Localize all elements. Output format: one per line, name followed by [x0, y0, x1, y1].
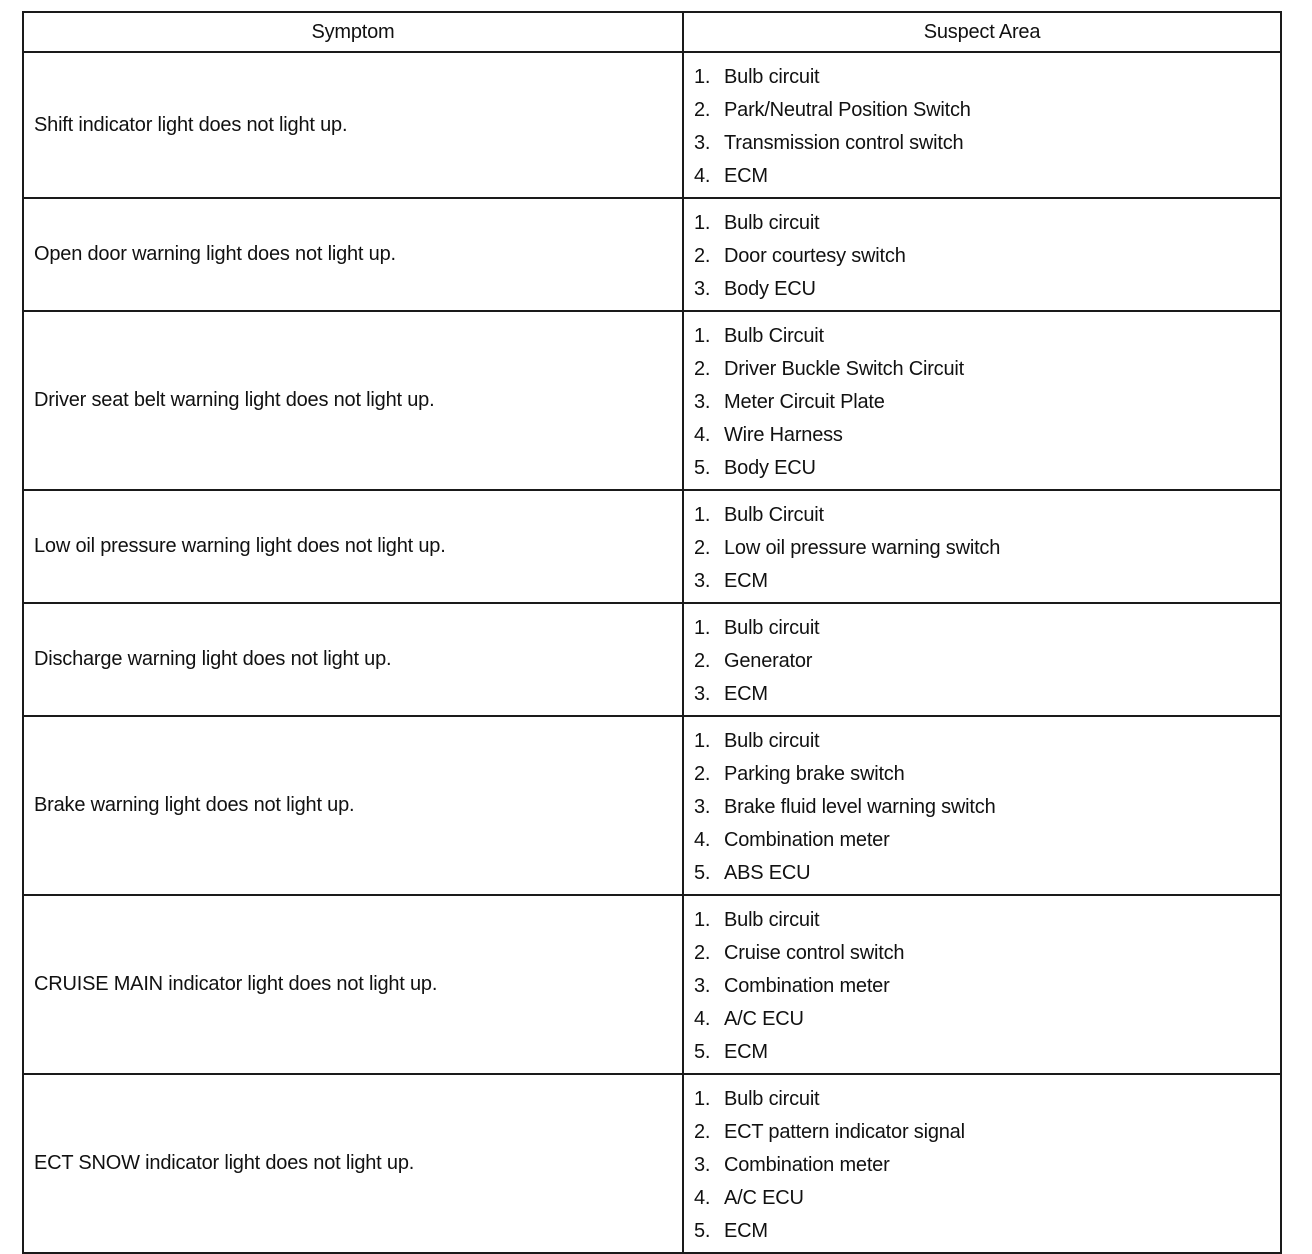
suspect-item-text: ABS ECU: [724, 862, 811, 884]
suspect-item: [694, 353, 1280, 386]
suspect-list: [694, 499, 1280, 598]
suspect-item: [694, 758, 1280, 791]
symptom-cell: CRUISE MAIN indicator light does not light up.: [23, 895, 683, 1074]
suspect-item-text: Bulb Circuit: [724, 325, 824, 347]
suspect-item-text: Combination meter: [724, 1154, 890, 1176]
suspect-item: [694, 160, 1280, 193]
suspect-item-number: 2.: [694, 650, 711, 672]
suspect-item: [694, 532, 1280, 565]
suspect-area-cell: [683, 311, 1281, 490]
suspect-item-text: Bulb circuit: [724, 212, 820, 234]
suspect-list: [694, 1083, 1280, 1248]
suspect-item: [694, 273, 1280, 306]
suspect-item-number: 1.: [694, 212, 711, 234]
suspect-item-number: 3.: [694, 975, 711, 997]
suspect-item: [694, 207, 1280, 240]
suspect-item-number: 1.: [694, 909, 711, 931]
suspect-item: [694, 1149, 1280, 1182]
suspect-item: [694, 904, 1280, 937]
suspect-area-cell: [683, 716, 1281, 895]
symptom-cell: Open door warning light does not light up.: [23, 198, 683, 311]
suspect-item-text: Body ECU: [724, 278, 816, 300]
suspect-item-number: 4.: [694, 1187, 711, 1209]
suspect-item-number: 3.: [694, 570, 711, 592]
suspect-item-text: Cruise control switch: [724, 942, 905, 964]
suspect-item-number: 2.: [694, 358, 711, 380]
table-row: [23, 52, 1281, 198]
suspect-area-cell: [683, 52, 1281, 198]
suspect-item-text: Park/Neutral Position Switch: [724, 99, 971, 121]
suspect-item: [694, 94, 1280, 127]
suspect-item: [694, 127, 1280, 160]
suspect-item-text: Low oil pressure warning switch: [724, 537, 1001, 559]
suspect-item-text: Driver Buckle Switch Circuit: [724, 358, 965, 380]
symptom-cell: Driver seat belt warning light does not light up.: [23, 311, 683, 490]
suspect-item-text: Wire Harness: [724, 424, 843, 446]
table-row: [23, 490, 1281, 603]
suspect-item: [694, 386, 1280, 419]
symptom-cell: Brake warning light does not light up.: [23, 716, 683, 895]
suspect-item-text: Generator: [724, 650, 813, 672]
suspect-item: [694, 970, 1280, 1003]
suspect-item: [694, 499, 1280, 532]
suspect-item-number: 3.: [694, 391, 711, 413]
suspect-item-number: 5.: [694, 457, 711, 479]
suspect-item: [694, 1116, 1280, 1149]
suspect-item-number: 5.: [694, 1220, 711, 1242]
suspect-item-text: Combination meter: [724, 829, 890, 851]
suspect-item-number: 2.: [694, 763, 711, 785]
suspect-item: [694, 61, 1280, 94]
suspect-item-text: Meter Circuit Plate: [724, 391, 885, 413]
suspect-area-cell: [683, 603, 1281, 716]
suspect-item: [694, 937, 1280, 970]
suspect-area-cell: [683, 895, 1281, 1074]
symptom-cell: Low oil pressure warning light does not light up.: [23, 490, 683, 603]
suspect-item-text: ECM: [724, 1041, 768, 1063]
suspect-item-text: ECT pattern indicator signal: [724, 1121, 965, 1143]
suspect-item: [694, 1182, 1280, 1215]
table-row: [23, 895, 1281, 1074]
suspect-item-number: 5.: [694, 1041, 711, 1063]
suspect-list: [694, 207, 1280, 306]
suspect-item-number: 1.: [694, 617, 711, 639]
suspect-list: [694, 320, 1280, 485]
suspect-area-cell: [683, 490, 1281, 603]
suspect-item: [694, 645, 1280, 678]
suspect-item-text: ECM: [724, 570, 768, 592]
symptom-cell: Shift indicator light does not light up.: [23, 52, 683, 198]
suspect-list: [694, 904, 1280, 1069]
table-row: [23, 1074, 1281, 1253]
suspect-item-text: A/C ECU: [724, 1008, 804, 1030]
suspect-item-number: 2.: [694, 99, 711, 121]
suspect-item-text: Bulb circuit: [724, 617, 820, 639]
symptom-cell: Discharge warning light does not light up.: [23, 603, 683, 716]
suspect-item-number: 4.: [694, 1008, 711, 1030]
suspect-item-number: 4.: [694, 165, 711, 187]
suspect-list: [694, 725, 1280, 890]
suspect-item-number: 2.: [694, 245, 711, 267]
suspect-item-number: 1.: [694, 66, 711, 88]
suspect-item-text: ECM: [724, 683, 768, 705]
suspect-item-number: 3.: [694, 278, 711, 300]
suspect-item: [694, 678, 1280, 711]
suspect-item-number: 3.: [694, 683, 711, 705]
suspect-item-number: 1.: [694, 325, 711, 347]
header-suspect-area: Suspect Area: [683, 12, 1281, 52]
suspect-item-number: 3.: [694, 1154, 711, 1176]
table-body: [23, 52, 1281, 1253]
table-row: [23, 716, 1281, 895]
header-symptom: Symptom: [23, 12, 683, 52]
header-row: [23, 12, 1281, 52]
suspect-item-text: A/C ECU: [724, 1187, 804, 1209]
suspect-item: [694, 320, 1280, 353]
suspect-item: [694, 824, 1280, 857]
suspect-item: [694, 1036, 1280, 1069]
suspect-item: [694, 419, 1280, 452]
suspect-item-text: Body ECU: [724, 457, 816, 479]
suspect-item-text: ECM: [724, 165, 768, 187]
suspect-item: [694, 857, 1280, 890]
suspect-item-text: Transmission control switch: [724, 132, 964, 154]
suspect-item-text: ECM: [724, 1220, 768, 1242]
suspect-item-number: 1.: [694, 730, 711, 752]
suspect-item-number: 1.: [694, 1088, 711, 1110]
suspect-item-number: 4.: [694, 829, 711, 851]
suspect-item: [694, 240, 1280, 273]
suspect-item-number: 2.: [694, 942, 711, 964]
suspect-area-cell: [683, 1074, 1281, 1253]
suspect-item-text: Door courtesy switch: [724, 245, 906, 267]
suspect-item: [694, 612, 1280, 645]
table-header: [23, 12, 1281, 52]
suspect-item: [694, 452, 1280, 485]
suspect-item-text: Parking brake switch: [724, 763, 905, 785]
table-row: [23, 311, 1281, 490]
suspect-item-text: Bulb circuit: [724, 66, 820, 88]
suspect-item: [694, 725, 1280, 758]
suspect-item-number: 2.: [694, 537, 711, 559]
table-row: [23, 198, 1281, 311]
suspect-item-number: 5.: [694, 862, 711, 884]
suspect-area-cell: [683, 198, 1281, 311]
suspect-item-number: 2.: [694, 1121, 711, 1143]
symptom-cell: ECT SNOW indicator light does not light up.: [23, 1074, 683, 1253]
suspect-item: [694, 791, 1280, 824]
suspect-item-text: Bulb circuit: [724, 730, 820, 752]
suspect-item-text: Brake fluid level warning switch: [724, 796, 996, 818]
suspect-item-number: 1.: [694, 504, 711, 526]
suspect-item-text: Bulb circuit: [724, 909, 820, 931]
suspect-item-number: 3.: [694, 132, 711, 154]
suspect-item: [694, 565, 1280, 598]
suspect-item-number: 4.: [694, 424, 711, 446]
suspect-item: [694, 1083, 1280, 1116]
suspect-list: [694, 61, 1280, 193]
suspect-item-number: 3.: [694, 796, 711, 818]
suspect-item-text: Combination meter: [724, 975, 890, 997]
diagnosis-table: [22, 11, 1282, 1254]
table-row: [23, 603, 1281, 716]
suspect-item: [694, 1003, 1280, 1036]
suspect-item-text: Bulb Circuit: [724, 504, 824, 526]
suspect-item-text: Bulb circuit: [724, 1088, 820, 1110]
suspect-list: [694, 612, 1280, 711]
